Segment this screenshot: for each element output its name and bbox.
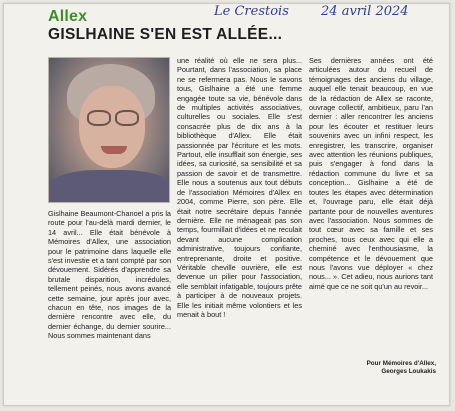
article-column-2 [177, 56, 302, 319]
portrait-photo [48, 57, 170, 203]
handwritten-source: Le Crestois [214, 4, 289, 19]
article-headline: GISLHAINE S'EN EST ALLÉE... [48, 26, 283, 43]
article-column-1 [48, 209, 171, 341]
column-2-text: une réalité où elle ne sera plus... Pourtant, dans l'association, sa place ne se refermera pas. Nous le savons tous, Gislhaine a été une femme engagée toute sa vie, bénévole dans de multiples activités associatives, culturelles ou sociales. Elle s'est consacrée plus de dix ans à la bibliothèque d'Allex. Elle était passionnée par l'écriture et les mots. Partout, elle insufflait son énergie, ses idées, sa curiosité, sa sensibilité et sa passion de savoir et de transmettre. Elle nous a soutenus aux tout débuts de l'association Mémoires d'Allex en 2004, comme Pierre, son père. Elle était notre secrétaire depuis l'année dernière. Elle ne ménageait pas son temps, fourmillait d'idées et ne reculait devant aucune complication administrative, toujours confiante, entreprenante, droite et positive. Véritable cheville ouvrière, elle est devenue un pilier pour l'association, elle semblait infatigable, toujours prête à participer à de nouveaux projets. Elle les initiait même volontiers et les menait à bout ! [177, 56, 302, 319]
handwritten-annotation [214, 4, 444, 19]
signature-line-1: Pour Mémoires d'Allex, [366, 360, 436, 367]
handwritten-date: 24 avril 2024 [321, 4, 409, 19]
article-signature [330, 360, 436, 376]
column-1-text: Gislhaine Beaumont-Chanoel a pris la route pour l'au-delà mardi dernier, le 14 avril... Elle était bénévole à Mémoires d'Allex, une association pour le patrimoine dans laquelle elle s'est investie et a tant compté par son dévouement. Sidérés d'apprendre sa brutale disparition, incrédules, tellement peinés, nous avons avancé cette semaine, jour après jour avec, chacun en tête, nos images de la dernière rencontre avec elle, du dernier échange, du dernier sourire... Nous sommes maintenant dans [48, 209, 171, 341]
article-column-3 [309, 56, 433, 291]
signature-line-2: Georges Loukakis [381, 368, 436, 375]
column-3-text: Ses dernières années ont été articulées autour du recueil de témoignages des anciens du village, auquel elle tenait beaucoup, en vue de la rédaction de Allex se raconte, ouvrage collectif, ambitieux, paru l'an dernier : aller rencontrer les anciens pour les écouter et restituer leurs souvenirs avec un infini respect, les enregistrer, les transcrire, organiser avec attention les réunions publiques, puis s'engager à fond dans la rédaction commune du livre et sa conception... Gislhaine a été de toutes les étapes avec détermination et, l'ouvrage paru, elle était déjà partante pour de nouvelles aventures avec l'association. Nous sommes de tout cœur avec sa famille et ses proches, tous ceux avec qui elle a cheminé avec l'enthousiasme, la compétence et le dévouement que nous l'avons vue déployer « chez nous... ». Cet adieu, nous aurions tant aimé que ce ne soit qu'un au revoir... [309, 56, 433, 291]
section-kicker: Allex [48, 8, 88, 25]
